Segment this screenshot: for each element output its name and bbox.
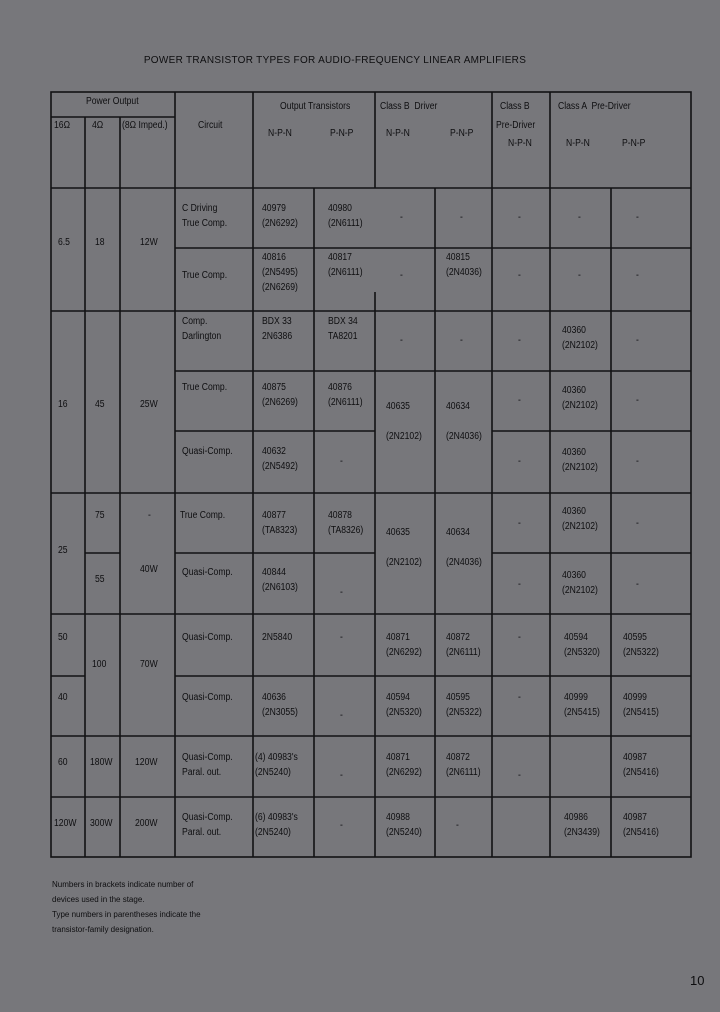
pre-driver-cell: - bbox=[518, 212, 521, 223]
driver-pnp-cell: 40872 (2N6111) bbox=[446, 632, 481, 658]
class-a-pnp-cell: - bbox=[636, 456, 639, 467]
power-4-ohm: 100 bbox=[92, 659, 107, 670]
driver-npn-cell: 40871 (2N6292) bbox=[386, 632, 422, 658]
driver-pnp-cell: - bbox=[460, 335, 463, 346]
output-pnp-cell: 40817 (2N6111) bbox=[328, 252, 363, 278]
pre-driver-cell: - bbox=[518, 395, 521, 406]
output-npn-cell: (6) 40983's (2N5240) bbox=[255, 812, 298, 838]
output-pnp-cell: BDX 34 TA8201 bbox=[328, 316, 358, 342]
class-a-pnp-cell: 40999 (2N5415) bbox=[623, 692, 659, 718]
header-power-output: Power Output bbox=[86, 96, 139, 107]
driver-pnp-cell: 40872 (2N6111) bbox=[446, 752, 481, 778]
driver-npn-cell: 40635 (2N2102) bbox=[386, 527, 422, 568]
circuit-cell: Quasi-Comp. bbox=[182, 632, 233, 643]
driver-pnp-cell: 40634 (2N4036) bbox=[446, 401, 482, 442]
class-a-pnp-cell: 40595 (2N5322) bbox=[623, 632, 659, 658]
header-pre-a-pnp: P-N-P bbox=[622, 138, 646, 149]
output-npn-cell: 40979 (2N6292) bbox=[262, 203, 298, 229]
pre-driver-cell: - bbox=[518, 579, 521, 590]
power-8-ohm: 70W bbox=[140, 659, 158, 670]
driver-npn-cell: - bbox=[400, 212, 403, 223]
output-pnp-cell: 40878 (TA8326) bbox=[328, 510, 364, 536]
class-a-pnp-cell: 40987 (2N5416) bbox=[623, 812, 659, 838]
pre-driver-cell: - bbox=[518, 632, 521, 643]
output-npn-cell: BDX 33 2N6386 bbox=[262, 316, 293, 342]
output-pnp-cell: - bbox=[340, 587, 343, 598]
power-4-ohm: 75 bbox=[95, 510, 105, 521]
power-4-ohm: 180W bbox=[90, 757, 113, 768]
output-npn-cell: 40877 (TA8323) bbox=[262, 510, 298, 536]
header-16-ohm: 16Ω bbox=[54, 120, 71, 131]
driver-pnp-cell: - bbox=[456, 820, 459, 831]
class-a-npn-cell: 40594 (2N5320) bbox=[564, 632, 600, 658]
circuit-cell: Comp. Darlington bbox=[182, 316, 222, 342]
power-8-ohm: 200W bbox=[135, 818, 158, 829]
header-8-ohm: (8Ω Imped.) bbox=[122, 120, 168, 131]
footnote-line: Numbers in brackets indicate number of bbox=[52, 880, 194, 889]
power-4-ohm: 45 bbox=[95, 399, 105, 410]
footnote-line: transistor-family designation. bbox=[52, 925, 154, 934]
circuit-cell: Quasi-Comp. bbox=[182, 446, 233, 457]
header-class-a-pre-driver: Class A Pre-Driver bbox=[558, 101, 631, 112]
class-a-npn-cell: 40360 (2N2102) bbox=[562, 570, 598, 596]
class-a-npn-cell: 40360 (2N2102) bbox=[562, 385, 598, 411]
class-a-pnp-cell: - bbox=[636, 270, 639, 281]
circuit-cell: Quasi-Comp. bbox=[182, 692, 233, 703]
class-a-npn-cell: 40360 (2N2102) bbox=[562, 447, 598, 473]
driver-pnp-cell: 40634 (2N4036) bbox=[446, 527, 482, 568]
pre-driver-cell: - bbox=[518, 518, 521, 529]
power-4-ohm: 300W bbox=[90, 818, 113, 829]
output-pnp-cell: 40876 (2N6111) bbox=[328, 382, 363, 408]
power-16-ohm: 16 bbox=[58, 399, 68, 410]
header-output-transistors: Output Transistors bbox=[280, 101, 351, 112]
output-pnp-cell: - bbox=[340, 820, 343, 831]
circuit-cell: Quasi-Comp. Paral. out. bbox=[182, 812, 233, 838]
page-number: 10 bbox=[690, 973, 705, 988]
power-16-ohm: 60 bbox=[58, 757, 68, 768]
driver-npn-cell: 40988 (2N5240) bbox=[386, 812, 422, 838]
output-npn-cell: 40632 (2N5492) bbox=[262, 446, 298, 472]
class-a-npn-cell: - bbox=[578, 270, 581, 281]
output-pnp-cell: - bbox=[340, 710, 343, 721]
output-npn-cell: (4) 40983's (2N5240) bbox=[255, 752, 298, 778]
output-npn-cell: 40844 (2N6103) bbox=[262, 567, 298, 593]
driver-pnp-cell: - bbox=[460, 212, 463, 223]
output-pnp-cell: - bbox=[340, 632, 343, 643]
power-16-ohm: 25 bbox=[58, 545, 68, 556]
header-circuit: Circuit bbox=[198, 120, 223, 131]
power-8-ohm: - bbox=[148, 510, 151, 521]
class-a-npn-cell: 40360 (2N2102) bbox=[562, 506, 598, 532]
class-a-pnp-cell: - bbox=[636, 579, 639, 590]
header-4-ohm: 4Ω bbox=[92, 120, 104, 131]
header-class-b: Class B bbox=[500, 101, 530, 112]
header-class-b-driver: Class B Driver bbox=[380, 101, 438, 112]
power-16-ohm: 50 bbox=[58, 632, 68, 643]
power-16-ohm: 6.5 bbox=[58, 237, 70, 248]
circuit-cell: True Comp. bbox=[182, 270, 228, 281]
power-8-ohm: 25W bbox=[140, 399, 158, 410]
header-output-npn: N-P-N bbox=[268, 128, 292, 139]
footnotes bbox=[52, 877, 201, 937]
power-4-ohm: 55 bbox=[95, 574, 105, 585]
circuit-cell: Quasi-Comp. Paral. out. bbox=[182, 752, 233, 778]
header-output-pnp: P-N-P bbox=[330, 128, 354, 139]
page-title: POWER TRANSISTOR TYPES FOR AUDIO-FREQUENCY LINEAR AMPLIFIERS bbox=[143, 55, 527, 66]
output-npn-cell: 2N5840 bbox=[262, 632, 293, 643]
pre-driver-cell: - bbox=[518, 270, 521, 281]
class-a-npn-cell: 40986 (2N3439) bbox=[564, 812, 600, 838]
output-pnp-cell: 40980 (2N6111) bbox=[328, 203, 363, 229]
header-pre-a-npn: N-P-N bbox=[566, 138, 590, 149]
driver-npn-cell: - bbox=[400, 335, 403, 346]
driver-pnp-cell: 40815 (2N4036) bbox=[446, 252, 482, 278]
class-a-pnp-cell: - bbox=[636, 395, 639, 406]
header-driver-npn: N-P-N bbox=[386, 128, 410, 139]
class-a-pnp-cell: - bbox=[636, 335, 639, 346]
driver-npn-cell: 40635 (2N2102) bbox=[386, 401, 422, 442]
driver-npn-cell: - bbox=[400, 270, 403, 281]
power-8-ohm: 12W bbox=[140, 237, 158, 248]
output-pnp-cell: - bbox=[340, 456, 343, 467]
output-pnp-cell: - bbox=[340, 770, 343, 781]
header-pre-driver: Pre-Driver bbox=[496, 120, 536, 131]
class-a-npn-cell: 40360 (2N2102) bbox=[562, 325, 598, 351]
header-driver-pnp: P-N-P bbox=[450, 128, 474, 139]
class-a-pnp-cell: - bbox=[636, 518, 639, 529]
pre-driver-cell: - bbox=[518, 692, 521, 703]
class-a-pnp-cell: 40987 (2N5416) bbox=[623, 752, 659, 778]
class-a-npn-cell: - bbox=[578, 212, 581, 223]
driver-pnp-cell: 40595 (2N5322) bbox=[446, 692, 482, 718]
pre-driver-cell: - bbox=[518, 770, 521, 781]
power-16-ohm: 120W bbox=[54, 818, 77, 829]
driver-npn-cell: 40871 (2N6292) bbox=[386, 752, 422, 778]
circuit-cell: True Comp. bbox=[180, 510, 226, 521]
circuit-cell: Quasi-Comp. bbox=[182, 567, 233, 578]
header-pre-npn: N-P-N bbox=[508, 138, 532, 149]
driver-npn-cell: 40594 (2N5320) bbox=[386, 692, 422, 718]
power-8-ohm: 120W bbox=[135, 757, 158, 768]
pre-driver-cell: - bbox=[518, 456, 521, 467]
power-4-ohm: 18 bbox=[95, 237, 105, 248]
power-16-ohm: 40 bbox=[58, 692, 68, 703]
output-npn-cell: 40875 (2N6269) bbox=[262, 382, 298, 408]
circuit-cell: True Comp. bbox=[182, 382, 228, 393]
output-npn-cell: 40816 (2N5495) (2N6269) bbox=[262, 252, 298, 293]
power-8-ohm: 40W bbox=[140, 564, 158, 575]
output-npn-cell: 40636 (2N3055) bbox=[262, 692, 298, 718]
pre-driver-cell: - bbox=[518, 335, 521, 346]
footnote-line: Type numbers in parentheses indicate the bbox=[52, 910, 201, 919]
footnote-line: devices used in the stage. bbox=[52, 895, 145, 904]
circuit-cell: C Driving True Comp. bbox=[182, 203, 228, 229]
class-a-pnp-cell: - bbox=[636, 212, 639, 223]
class-a-npn-cell: 40999 (2N5415) bbox=[564, 692, 600, 718]
